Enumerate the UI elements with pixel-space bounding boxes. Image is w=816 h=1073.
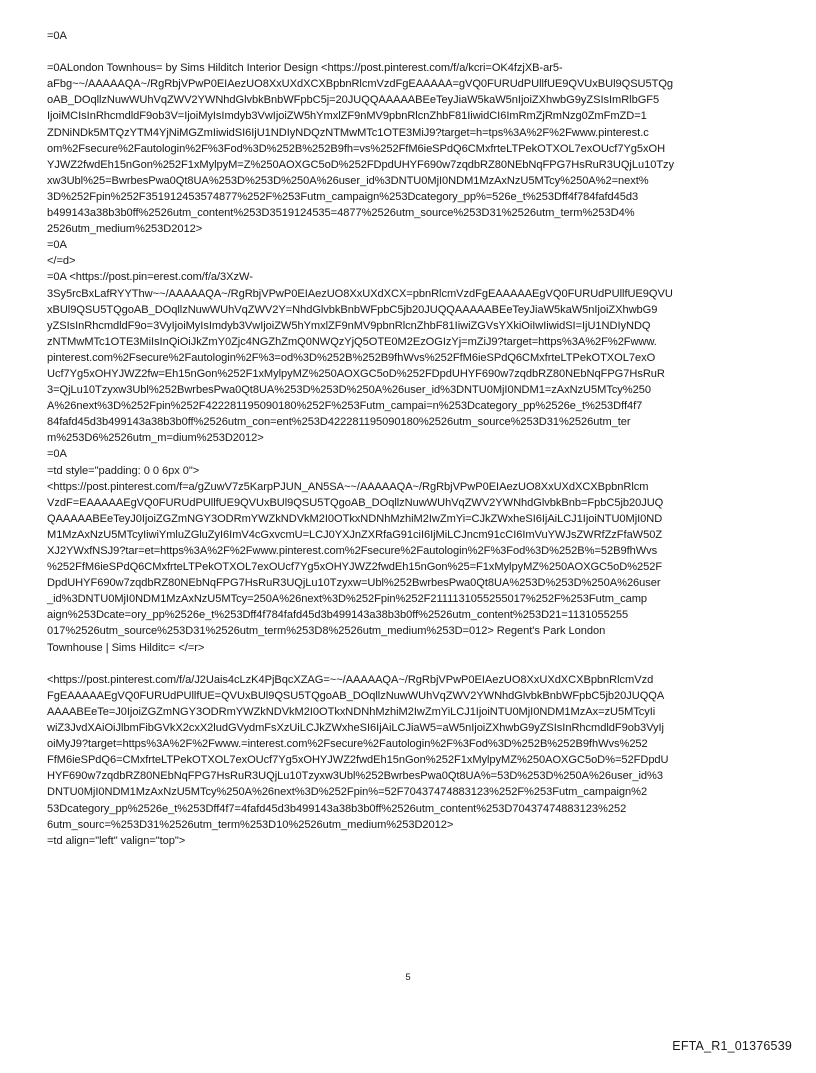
document-line: _id%3DNTU0MjI0NDM1MzAxNzU5MTcy=250A%26next%3D%252Fpin%252F2111131055255017%252F%253Futm_camp <box>47 593 648 606</box>
document-line: DpdUHYF690w7zqdbRZ80NEbNqFPG7HsRuR3UQjLu10Tzyxw=Ubl%252BwrbesPwa0Qt8UA%253D%253D%250A%26user <box>47 577 661 590</box>
document-line: <https://post.pinterest.com/f=a/gZuwV7z5KarpPJUN_AN5SA~~/AAAAAQA~/RgRbjVPwP0EIAezUO8XxUXdXCXBpbnRlcm <box>47 480 649 493</box>
document-line: xBUl9QSU5TQgoAB_DOqllzNuwWUhVqZWV2Y=NhdGlvbkBnbWFpbC5jb20JUQQAAAAABEeTeyJiaW5kaW5nIjoiZXhwbG9 <box>47 303 658 316</box>
document-line: DNTU0MjI0NDM1MzAxNzU5MTcy%250A%26next%3D%252Fpin%=52F70437474883123%252F%253Futm_campaign%2 <box>47 786 648 799</box>
page-number: 5 <box>405 972 411 983</box>
document-line: =0ALondon Townhous= by Sims Hilditch Interior Design <https://post.pinterest.com/f/a/kcri=OK4fzjXB-ar5- <box>47 62 563 75</box>
document-line: XJ2YWxfNSJ9?tar=et=https%3A%2F%2Fwww.pinterest.com%2Fsecure%2Fautologin%2F%3Fod%3D%252B%=52B9fhWvs <box>47 545 658 557</box>
document-line: om%2Fsecure%2Fautologin%2F%3Fod%3D%252B%252B9fh=vs%252FfM6ieSPdQ6CMxfrteLTPekOTXOL7exOUcf7Yg5xOH <box>47 142 666 155</box>
document-line: 3Sy5rcBxLafRYYThw~~/AAAAAQA~/RgRbjVPwP0EIAezUO8XxUXdXCX=pbnRlcmVzdFgEAAAAAEgVQ0FURUdPUllfUE9QVU <box>47 287 673 300</box>
document-line: YJWZ2fwdEh15nGon%252F1xMylpyM=Z%250AOXGC5oD%252FDpdUHYF690w7zqdbRZ80NEbNqFPG7HsRuR3UQjLu10Tzy <box>47 158 675 171</box>
document-line: yZSIsInRhcmdldF9o=3VyIjoiMyIsImdyb3VwIjoiZW5hYmxlZF9nMV9pbnRlcnZhbF81IiwiZGVsYXkiOiIwIiwidSI=IjU1NDIyNDQ <box>47 319 651 332</box>
document-line: FgEAAAAAEgVQ0FURUdPUllfUE=QVUxBUl9QSU5TQgoAB_DOqllzNuwWUhVqZWV2YWNhdGlvbkBnbWFpbC5jb20JUQQA <box>47 689 665 702</box>
document-line: =0A <box>47 239 67 252</box>
document-line: =0A <box>47 448 67 461</box>
document-line: 84fafd45d3b499143a38b3b0ff%2526utm_con=ent%253D422281195090180%2526utm_source%253D31%2526utm_ter <box>47 416 631 429</box>
document-line: A%26next%3D%252Fpin%252F422281195090180%252F%253Futm_campai=n%253Dcategory_pp%2526e_t%253Dff4f7 <box>47 400 643 413</box>
document-line: aFbg~~/AAAAAQA~/RgRbjVPwP0EIAezUO8XxUXdXCXBpbnRlcmVzdFgEAAAAA=gVQ0FURUdPUllfUE9QVUxBUl9QSU5TQg <box>47 78 674 91</box>
document-line: aign%253Dcate=ory_pp%2526e_t%253Dff4f784fafd45d3b499143a38b3b0ff%2526utm_content%253D21=1131055255 <box>47 609 629 622</box>
document-line: 3D%252Fpin%252F351912453574877%252F%253Futm_campaign%253Dcategory_pp%=526e_t%253Dff4f784fafd45d3 <box>47 190 639 203</box>
document-line: m%253D6%2526utm_m=dium%253D2012> <box>47 432 264 445</box>
document-line: 6utm_sourc=%253D31%2526utm_term%253D10%2526utm_medium%253D2012> <box>47 818 454 831</box>
document-line: M1MzAxNzU5MTcyIiwiYmluZGluZyI6ImV4cGxvcmU=LCJ0YXJnZXRfaG91ciI6IjMiLCJncm91cCI6ImVuYWJsZWRfZzFfaW50Z <box>47 528 663 541</box>
document-line <box>47 44 773 60</box>
bates-number: EFTA_R1_01376539 <box>672 1039 792 1053</box>
document-line: VzdF=EAAAAAEgVQ0FURUdPUllfUE9QVUxBUl9QSU5TQgoAB_DOqllzNuwWUhVqZWV2YWNhdGlvbkBnb=FpbC5jb20JUQ <box>47 496 664 509</box>
document-line: Ucf7Yg5xOHYJWZ2fw=Eh15nGon%252F1xMylpyMZ%250AOXGC5oD%252FDpdUHYF690w7zqdbRZ80NEbNqFPG7HsRuR <box>47 367 665 380</box>
document-line: <https://post.pinterest.com/f/a/J2Uais4cLzK4PjBqcXZAG=~~/AAAAAQA~/RgRbjVPwP0EIAezUO8XxUXdXCXBpbnRlcmVzd <box>47 673 654 686</box>
document-line: xw3Ubl%25=BwrbesPwa0Qt8UA%253D%253D%250A%26user_id%3DNTU0MjI0NDM1MzAxNzU5MTcy%250A%2=next% <box>47 174 649 187</box>
document-body <box>47 28 773 849</box>
document-line: %252FfM6ieSPdQ6CMxfrteLTPekOTXOL7exOUcf7Yg5xOHYJWZ2fwdEh15nGon%25=F1xMylpyMZ%250AOXGC5oD%252F <box>47 561 663 574</box>
document-line: oAB_DOqllzNuwWUhVqZWV2YWNhdGlvbkBnbWFpbC5j=20JUQQAAAAABEeTeyJiaW5kaW5nIjoiZXhwbG9yZSIsImRlbGF5 <box>47 94 660 107</box>
document-line: zNTMwMTc1OTE3MiIsInQiOiJkZmY0Zjc4NGZhZmQ0NWQzYjQ5OTE0M2EzOGIzYj=mZiJ9?target=https%3A%2F%2Fwww. <box>47 335 657 348</box>
document-line: HYF690w7zqdbRZ80NEbNqFPG7HsRuR3UQjLu10Tzyxw3Ubl%252BwrbesPwa0Qt8UA%=53D%253D%250A%26user_id%3 <box>47 770 663 783</box>
document-line: ZDNiNDk5MTQzYTM4YjNiMGZmIiwidSI6IjU1NDIyNDQzNTMwMTc1OTE3MiJ9?target=h=tps%3A%2F%2Fwww.pinterest.c <box>47 126 649 139</box>
document-line: 3=QjLu10Tzyxw3Ubl%252BwrbesPwa0Qt8UA%253D%253D%250A%26user_id%3DNTU0MjI0NDM1=zAxNzU5MTcy%250 <box>47 384 651 397</box>
document-line: =td style="padding: 0 0 6px 0"> <box>47 464 200 477</box>
document-line: 017%2526utm_source%253D31%2526utm_term%253D8%2526utm_medium%253D=012> Regent's Park London <box>47 625 606 638</box>
document-line: =0A <https://post.pin=erest.com/f/a/3XzW- <box>47 271 253 284</box>
document-line: AAAABEeTe=J0IjoiZGZmNGY3ODRmYWZkNDVkM2I0OTkxNDNhMzhiM2IwZmYiLCJ1IjoiNTU0MjI0NDM1MzAx=zU5MTcyIi <box>47 705 656 718</box>
document-line: 53Dcategory_pp%2526e_t%253Dff4f7=4fafd45d3b499143a38b3b0ff%2526utm_content%253D70437474883123%252 <box>47 802 627 815</box>
document-line: =td align="left" valign="top"> <box>47 834 186 847</box>
document-line: =0A <box>47 30 67 42</box>
document-line: oiMyJ9?target=https%3A%2F%2Fwww.=interest.com%2Fsecure%2Fautologin%2F%3Fod%3D%252B%252B9fhWvs%252 <box>47 738 648 751</box>
document-line: Townhouse | Sims Hilditc= </=r> <box>47 641 205 654</box>
document-line: FfM6ieSPdQ6=CMxfrteLTPekOTXOL7exOUcf7Yg5xOHYJWZ2fwdEh15nGon%252F1xMylpyMZ%250AOXGC5oD%=52FDpdU <box>47 754 669 767</box>
document-line <box>47 656 773 672</box>
document-line: pinterest.com%2Fsecure%2Fautologin%2F%3=od%3D%252B%252B9fhWvs%252FfM6ieSPdQ6CMxfrteLTPekOTXOL7exO <box>47 351 656 364</box>
document-line: b499143a38b3b0ff%2526utm_content%253D3519124535=4877%2526utm_source%253D31%2526utm_term%253D4% <box>47 207 635 220</box>
document-line: IjoiMCIsInRhcmdldF9ob3V=IjoiMyIsImdyb3VwIjoiZW5hYmxlZF9nMV9pbnRlcnZhbF81IiwidCI6ImRmZjRmNzg0ZmFmZD=1 <box>47 110 647 123</box>
document-line: QAAAAABEeTeyJ0IjoiZGZmNGY3ODRmYWZkNDVkM2I0OTkxNDNhMzhiM2IwZmYi=CJkZWxheSI6IjAiLCJ1IjoiNTU0MjI0ND <box>47 512 663 525</box>
document-line: </=d> <box>47 255 76 268</box>
document-line: 2526utm_medium%253D2012> <box>47 223 203 236</box>
document-line: wiZ3JvdXAiOiJlbmFibGVkX2cxX2ludGVydmFsXzUiLCJkZWxheSI6IjAiLCJiaW5=aW5nIjoiZXhwbG9yZSIsInRhcmdldF9ob3VyIj <box>47 722 664 735</box>
